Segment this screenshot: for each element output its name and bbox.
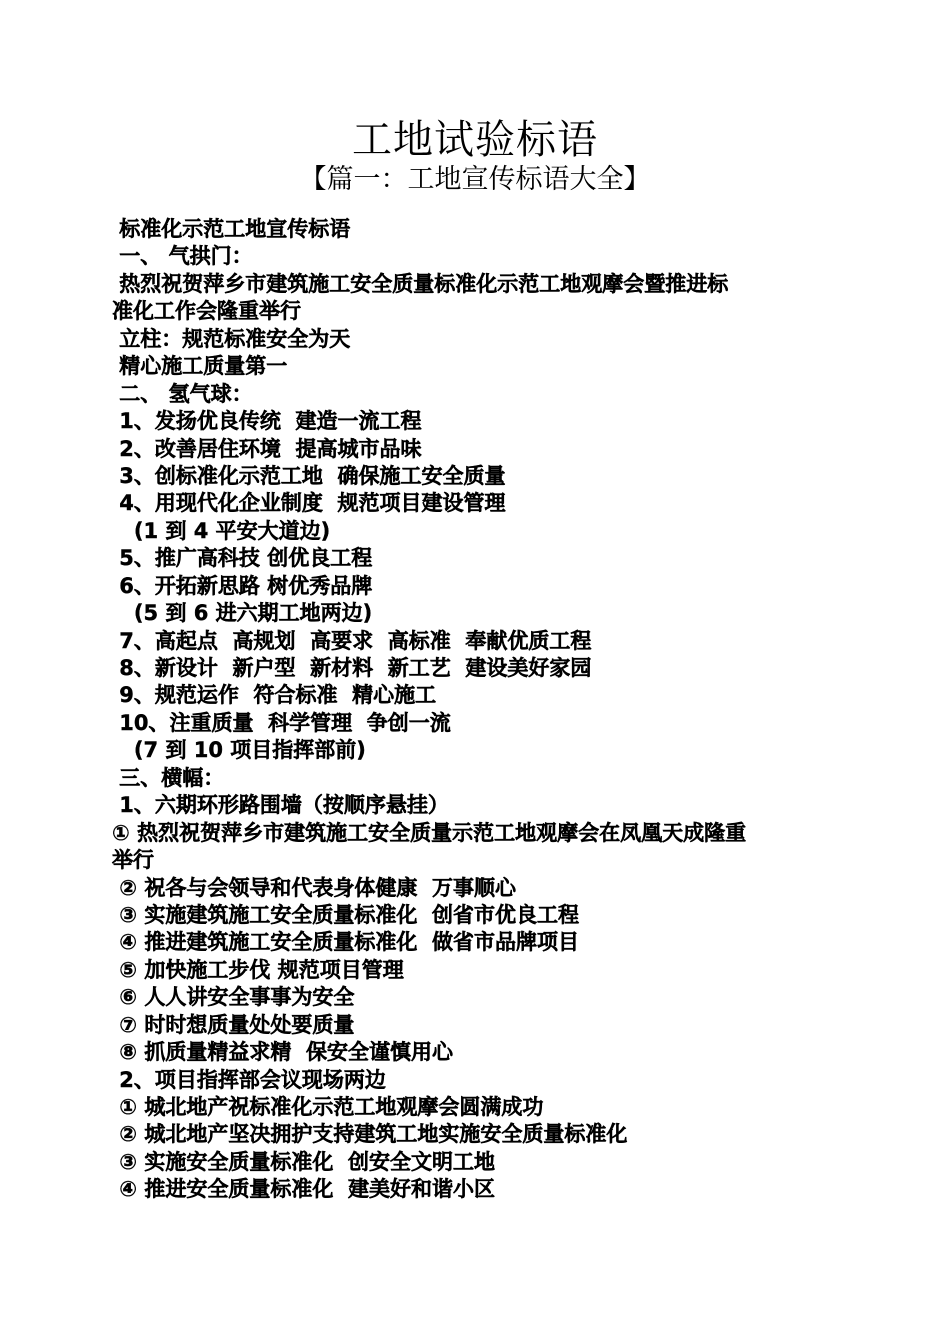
text-line: ⑧ 抓质量精益求精 保安全谨慎用心 [112,1040,454,1065]
text-line: 6、开拓新思路 树优秀品牌 [112,573,373,598]
text-line: 4、用现代化企业制度 规范项目建设管理 [112,491,506,516]
text-line: (1 到 4 平安大道边) [112,518,331,543]
text-line: ① 城北地产祝标准化示范工地观摩会圆满成功 [112,1095,544,1119]
text-line: 8、新设计 新户型 新材料 新工艺 建设美好家园 [112,656,592,680]
text-line: ③ 实施安全质量标准化 创安全文明工地 [112,1149,496,1174]
text-line: 1、发扬优良传统 建造一流工程 [112,409,422,434]
text-line: 2、项目指挥部会议现场两边 [112,1067,386,1092]
text-line: 1、六期环形路围墙（按顺序悬挂） [112,793,449,818]
text-line: ① 热烈祝贺萍乡市建筑施工安全质量示范工地观摩会在凤凰天成隆重 [112,820,747,845]
text-line: ② 祝各与会领导和代表身体健康 万事顺心 [112,875,517,900]
text-line: 二、 氢气球： [112,381,253,406]
document-subtitle: 【篇一：工地宣传标语大全】 [299,164,651,195]
text-line: 5、推广高科技 创优良工程 [112,546,373,571]
text-line: (5 到 6 进六期工地两边) [112,601,373,626]
text-line: ⑦ 时时想质量处处要质量 [112,1012,355,1037]
text-line: ⑥ 人人讲安全事事为安全 [112,985,355,1010]
text-line: 一、 气拱门： [112,244,253,269]
text-line: 热烈祝贺萍乡市建筑施工安全质量标准化示范工地观摩会暨推进标 [112,271,729,296]
text-line: 标准化示范工地宣传标语 [112,217,351,241]
text-line: 10、注重质量 科学管理 争创一流 [112,710,451,735]
text-line: 2、改善居住环境 提高城市品味 [112,436,422,461]
text-line: ⑤ 加快施工步伐 规范项目管理 [112,957,404,982]
text-line: ③ 实施建筑施工安全质量标准化 创省市优良工程 [112,902,580,927]
document-title: 工地试验标语 [352,117,598,163]
text-line: ② 城北地产坚决拥护支持建筑工地实施安全质量标准化 [112,1122,628,1147]
text-line: 举行 [112,848,154,873]
text-line: 准化工作会隆重举行 [112,299,301,324]
text-line: ④ 推进安全质量标准化 建美好和谐小区 [112,1177,496,1202]
text-line: (7 到 10 项目指挥部前) [112,738,366,763]
text-line: 三、横幅： [112,765,225,790]
text-line: 9、规范运作 符合标准 精心施工 [112,683,437,708]
text-line: 7、高起点 高规划 高要求 高标准 奉献优质工程 [112,628,592,653]
text-line: 3、创标准化示范工地 确保施工安全质量 [112,463,506,488]
text-line: 立柱：规范标准安全为天 [112,326,351,351]
document-body [112,216,847,1204]
text-line: ④ 推进建筑施工安全质量标准化 做省市品牌项目 [112,930,580,955]
text-line: 精心施工质量第一 [112,354,288,379]
